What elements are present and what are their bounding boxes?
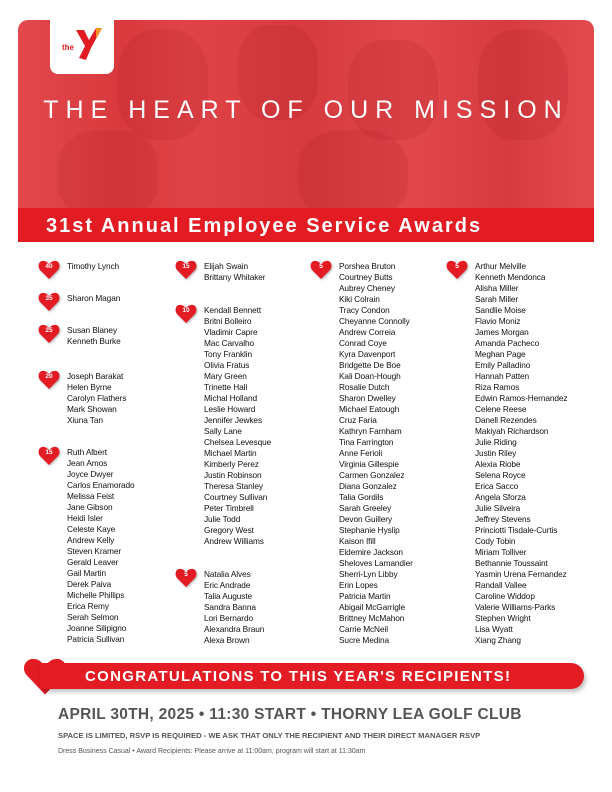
page-title: THE HEART OF OUR MISSION [43,96,569,124]
recipient-name: Celene Reese [475,404,527,414]
recipient-name: Edwin Ramos-Hernandez [475,393,568,403]
recipient-name: Tony Franklin [204,349,253,359]
years-label: 5 [184,571,188,578]
recipient-name: Jennifer Jewkes [204,415,262,425]
recipient-name: Xiang Zhang [475,635,521,645]
recipient-name: Danell Rezendes [475,415,537,425]
years-label: 35 [45,295,53,302]
recipient-name: Eldemire Jackson [339,547,403,557]
recipient-name: Gregory West [204,525,254,535]
recipient-name: Mark Showan [67,404,117,414]
recipient-name: Andrew Correia [339,327,396,337]
recipient-name: Julie Silveira [475,503,521,513]
recipient-name: Carlos Enamorado [67,480,135,490]
recipient-name: Joyce Dwyer [67,469,114,479]
recipient-name: Serah Selmon [67,612,119,622]
recipient-name: Courtney Sullivan [204,492,268,502]
recipient-name: Mac Carvalho [204,338,254,348]
recipient-name: Heidi Isler [67,513,103,523]
recipient-name: Amanda Pacheco [475,338,540,348]
recipient-name: Michal Holland [204,393,258,403]
recipient-name: Kali Doan-Hough [339,371,401,381]
recipient-name: Trinette Hall [204,382,248,392]
recipient-name: Kimberly Perez [204,459,259,469]
recipient-name: Michelle Phillips [67,590,125,600]
recipient-name: Steven Kramer [67,546,122,556]
years-heart-badge [38,446,60,466]
recipient-name: Virginia Gillespie [339,459,399,469]
recipient-name: Timothy Lynch [67,261,120,271]
recipient-name: Julie Todd [204,514,241,524]
recipient-name: Mary Green [204,371,247,381]
recipient-name: Xiuna Tan [67,415,103,425]
recipient-name: Sandra Banna [204,602,256,612]
recipient-name: Carolyn Flathers [67,393,127,403]
recipient-name: Riza Ramos [475,382,520,392]
recipient-name: Natalia Alves [204,569,251,579]
recipient-name: Hannah Patten [475,371,530,381]
recipient-name: Michael Eatough [339,404,400,414]
recipient-list [67,293,120,304]
recipient-name: Kenneth Mendonca [475,272,546,282]
recipient-name: Erica Remy [67,601,109,611]
recipient-name: Makiyah Richardson [475,426,549,436]
recipient-name: Brittany Whitaker [204,272,266,282]
recipient-name: Justin Robinson [204,470,262,480]
years-label: 15 [45,449,53,456]
recipient-name: Abigail McGarrigle [339,602,405,612]
recipient-name: Cruz Faria [339,415,377,425]
recipient-name: Jean Amos [67,458,108,468]
recipient-name: Gerald Leaver [67,557,119,567]
recipient-name: Cheyanne Connolly [339,316,410,326]
recipient-name: Kenneth Burke [67,336,121,346]
recipient-name: Kyra Davenport [339,349,396,359]
recipient-name: Britni Bolleiro [204,316,252,326]
recipient-name: Tina Farrington [339,437,394,447]
recipient-name: Ruth Albert [67,447,107,457]
recipient-name: Sarah Greeley [339,503,392,513]
recipient-name: Rosalie Dutch [339,382,390,392]
awards-banner: 31st Annual Employee Service Awards [18,208,594,242]
years-heart-badge [175,304,197,324]
recipient-name: Alisha Miller [475,283,519,293]
recipient-name: Lisa Wyatt [475,624,513,634]
recipient-name: Bridgette De Boe [339,360,401,370]
recipient-name: Patricia Sullivan [67,634,125,644]
recipient-name: Sarah Miller [475,294,519,304]
recipient-name: Erin Lopes [339,580,378,590]
recipient-name: Leslie Howard [204,404,256,414]
recipient-name: Alexa Brown [204,635,250,645]
recipient-name: Jeffrey Stevens [475,514,531,524]
recipient-name: Olivia Fratus [204,360,250,370]
recipient-name: Diana Gonzalez [339,481,397,491]
recipient-name: Justin Riley [475,448,517,458]
recipient-name: Eric Andrade [204,580,251,590]
years-label: 5 [455,263,459,270]
recipient-name: Arthur Melville [475,261,527,271]
recipient-name: Patricia Martin [339,591,391,601]
recipient-list [67,261,119,272]
recipient-name: Joanne Silipigno [67,623,127,633]
recipient-name: Selena Royce [475,470,526,480]
recipient-list [204,261,265,283]
recipient-name: Brittney McMahon [339,613,405,623]
recipient-list [67,447,135,645]
years-heart-badge [38,260,60,280]
recipient-name: Helen Byrne [67,382,112,392]
years-label: 5 [319,263,323,270]
recipient-name: Angela Sforza [475,492,526,502]
recipient-name: Sucre Medina [339,635,389,645]
recipient-name: Flavio Moniz [475,316,521,326]
recipient-name: Talia Gordils [339,492,384,502]
recipient-name: Theresa Stanley [204,481,263,491]
recipient-list [67,325,121,347]
recipient-name: Celeste Kaye [67,524,116,534]
recipient-name: Kendall Bennett [204,305,262,315]
congratulations-banner: CONGRATULATIONS TO THIS YEAR'S RECIPIENTS! [40,663,584,689]
years-heart-badge [38,324,60,344]
recipient-name: Julie Riding [475,437,517,447]
recipient-name: Chelsea Levesque [204,437,272,447]
recipient-name: Kaison Ifill [339,536,376,546]
recipient-name: Kathryn Farnham [339,426,402,436]
recipient-name: Joseph Barakat [67,371,124,381]
recipient-name: Sheloves Lamandier [339,558,413,568]
recipient-name: Meghan Page [475,349,526,359]
recipient-name: Anne Ferioli [339,448,383,458]
recipient-name: Alexia Riobe [475,459,521,469]
recipient-name: Jane Gibson [67,502,113,512]
years-heart-badge [38,370,60,390]
recipient-name: Aubrey Cheney [339,283,395,293]
recipient-name: Princiotti Tisdale-Curtis [475,525,558,535]
recipient-name: Bethannie Toussaint [475,558,548,568]
rsvp-notice: SPACE IS LIMITED, RSVP IS REQUIRED - WE ASK THAT ONLY THE RECIPIENT AND THEIR DIRECT MANAGER RSVP [58,731,481,740]
recipient-name: Andrew Williams [204,536,264,546]
recipient-name: Elijah Swain [204,261,248,271]
recipient-name: Vladimir Capre [204,327,258,337]
recipient-name: Sherri-Lyn Libby [339,569,398,579]
recipient-name: Lori Bernardo [204,613,253,623]
recipient-list [204,569,264,646]
recipient-name: Courtney Butts [339,272,393,282]
recipient-name: James Morgan [475,327,529,337]
recipient-name: Melissa Feist [67,491,115,501]
years-heart-badge [175,260,197,280]
years-heart-badge [446,260,468,280]
recipient-name: Sandlie Moise [475,305,526,315]
recipient-name: Carmen Gonzalez [339,470,405,480]
recipient-name: Andrew Kelly [67,535,115,545]
recipient-name: Gail Martin [67,568,107,578]
recipient-name: Talia Auguste [204,591,253,601]
recipient-name: Erica Sacco [475,481,519,491]
photo-tile [58,130,158,208]
event-details: APRIL 30TH, 2025 • 11:30 START • THORNY LEA GOLF CLUB [58,706,522,723]
recipient-name: Conrad Coye [339,338,387,348]
recipient-name: Carrie McNeil [339,624,388,634]
recipient-name: Randall Vallee [475,580,527,590]
years-heart-badge [38,292,60,312]
recipient-name: Sharon Dwelley [339,393,396,403]
recipient-name: Miriam Tolliver [475,547,527,557]
years-heart-badge [310,260,332,280]
recipient-list [204,305,271,547]
recipient-name: Devon Guillery [339,514,393,524]
years-label: 20 [45,373,53,380]
recipient-name: Emily Palladino [475,360,531,370]
ymca-logo [50,20,114,74]
photo-tile [298,130,408,208]
recipient-name: Tracy Condon [339,305,390,315]
years-label: 25 [45,327,53,334]
recipient-name: Peter Timbrell [204,503,254,513]
recipient-name: Cody Tobin [475,536,516,546]
recipient-list [475,261,567,646]
recipient-name: Yasmin Urena Fernandez [475,569,567,579]
recipient-name: Susan Blaney [67,325,117,335]
y-logo-icon [74,26,104,60]
years-label: 10 [182,307,190,314]
recipient-name: Caroline Widdop [475,591,535,601]
years-label: 40 [45,263,53,270]
recipient-list [67,371,126,426]
years-heart-badge [175,568,197,588]
recipient-name: Sally Lane [204,426,242,436]
recipient-name: Kiki Colrain [339,294,380,304]
recipient-list [339,261,413,646]
logo-the: the [62,43,74,52]
recipient-name: Alexandra Braun [204,624,265,634]
photo-tile [348,40,438,140]
recipient-name: Michael Martin [204,448,257,458]
recipient-name: Sharon Magan [67,293,121,303]
recipient-name: Derek Paiva [67,579,112,589]
recipient-name: Stephanie Hyslip [339,525,400,535]
years-label: 15 [182,263,190,270]
recipient-name: Stephen Wright [475,613,531,623]
recipient-name: Valerie Williams-Parks [475,602,556,612]
dress-code-note: Dress Business Casual • Award Recipients: Please arrive at 11:00am, program will start at 11:30am [58,748,366,755]
recipient-name: Porshea Bruton [339,261,396,271]
